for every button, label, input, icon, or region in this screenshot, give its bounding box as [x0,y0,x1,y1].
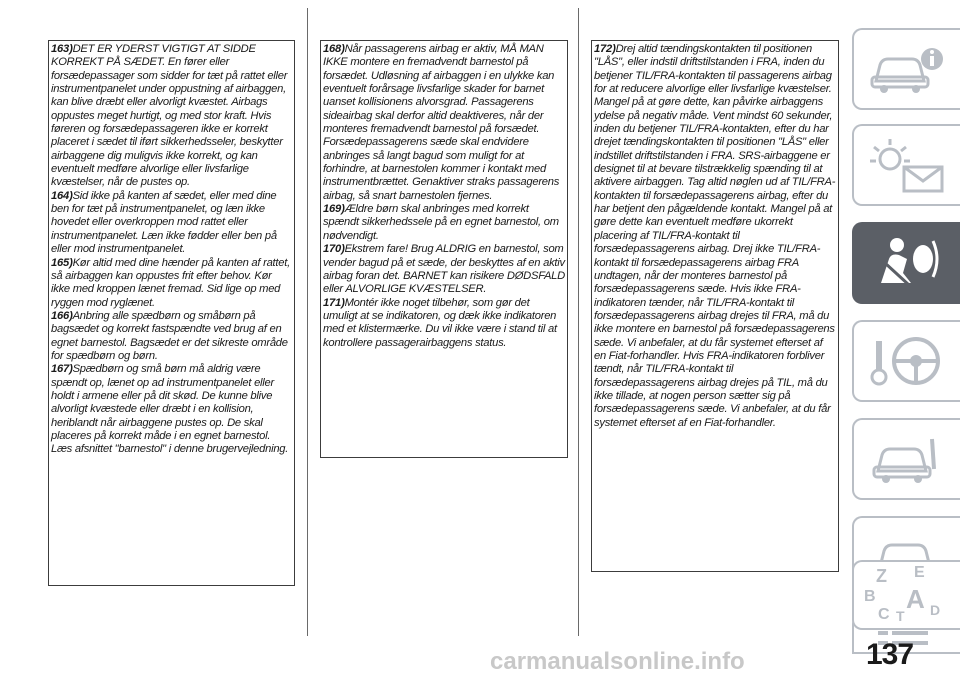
tab-safety[interactable] [852,222,960,304]
warning-notes-column-2 [320,40,568,458]
note-165: 165)Kør altid med dine hænder på kanten af rattet, så airbaggen kan oppustes frit efter behov. Kør ikke med kroppen lænet fremad. Sid lige op med ryggen mod ryglænet. [51,256,290,309]
note-168: 168)Når passagerens airbag er aktiv, MÅ MAN IKKE montere en fremadvendt barnestol på forsædet. Udløsning af airbaggen i en ulykke kan eventuelt forårsage livsfarlige skader for barnet uanset kollisionens alvorsgrad. Passagerens sideairbag skal derfor altid deaktiveres, når der monteres fremadvendt barnestol på forsædet. Forsædepassagerens sæde skal endvidere anbringes så langt bagud som muligt for at forhindre, at barnestolen kommer i kontakt med instrumentbrættet. Genaktiver straks passagerens airbag, så snart barnestolen fjernes. [323,43,560,202]
note-163: 163)DET ER YDERST VIGTIGT AT SIDDE KORREKT PÅ SÆDET. En fører eller forsædepassager som sidder for tæt på rattet eller instrumentpanelet under oppustning af airbaggen, kan blive dræbt eller alvorligt kvæstet. Airbags oppustes meget hurtigt, og med stor kraft. Hvis føreren og forsædepassageren ikke er korrekt placeret i sædet til iført sikkerhedsseler, beskytter airbaggene dig muligvis ikke korrekt, og kan eventuelt medføre alvorlige eller livsfarlige kvæstelser, når de pustes op. [51,43,288,189]
tab-starting-driving[interactable] [852,320,960,402]
tab-emergency[interactable] [852,418,960,500]
tab-alphabet-index[interactable] [852,560,960,630]
note-166: 166)Anbring alle spædbørn og småbørn på bagsædet og korrekt fastspændte ved brug af en egnet barnestol. Bagsædet er det sikreste område for spædbørn og børn. [51,309,288,362]
index-letter-z: Z [876,566,887,586]
tab-car-info[interactable] [852,28,960,110]
index-letter-e: E [914,564,925,581]
note-167: 167)Spædbørn og små børn må aldrig være spændt op, lænet op ad instrumentpanelet eller holdt i armene eller på dit skød. De kunne blive alvorligt kvæstede eller dræbt i en kollision, heriblandt når airbaggene pustes op. De skal placeres på korrekt måde i en egnet barnestol. Læs afsnittet "barnestol" i denne brugervejledning. [51,363,289,456]
airbag-passenger-icon [867,233,945,293]
column-divider [307,8,308,636]
alphabet-index-icon [854,562,960,628]
note-172: 172)Drej altid tændingskontakten til positionen "LÅS", eller indstil driftstilstanden i FRA, inden du betjener TIL/FRA-kontakten til passagerens airbag for at reducere alvorlige eller livsfarlige kvæstelser. Mangel på at gøre dette, kan påvirke airbaggens ydelse på negativ måde. Vent mindst 60 sekunder, inden du betjener TIL/FRA-kontakten, efter du har drejet tændingskontakten til positionen "LÅS" eller indstillet driftstilstanden i FRA. SRS-airbaggene er designet til at bevare tilstrækkelig spænding til at aktivere airbaggen. Tag altid nøglen ud af TIL/FRA-kontakten til forsædepassagerens airbag, efter du har betjent den pågældende kontakt. Mangel på at gøre dette kan eventuelt medføre ukorrekt placering af TIL/FRA-kontakt til forsædepassagerens airbag. Drej ikke TIL/FRA-kontakt til forsædepassagerens airbag FRA undtagen, når der monteres barnestol på forsædepassagerens sæde. Hvis ikke FRA-indikatoren tænder, når TIL/FRA-kontakt til forsædepassagerens airbag drejes til FRA, må du ikke montere en barnestol på forsædepassagerens sæde. Vi anbefaler, at du får systemet efterset af en Fiat-forhandler. Hvis FRA-indikatoren forbliver tændt, når TIL/FRA-kontakt til forsædepassagerens airbag drejes på TIL, må du ikke tillade, at nogen person sætter sig på forsædepassagerens sæde. Vi anbefaler, at du får systemet efterset af en Fiat-forhandler. [594,43,836,429]
watermark: carmanualsonline.info [490,648,745,675]
index-letter-t: T [896,608,905,624]
page-number: 137 [866,638,914,671]
index-letter-a: A [906,584,925,614]
warning-notes-column-1 [48,40,295,586]
column-divider [578,8,579,636]
car-info-icon [868,43,946,95]
note-169: 169)Ældre børn skal anbringes med korrekt spændt sikkerhedssele på en egnet barnestol, om nødvendigt. [323,203,559,242]
index-letter-b: B [864,588,876,605]
key-steering-wheel-icon [868,331,946,391]
car-breakdown-icon [868,429,946,489]
index-letter-d: D [930,602,941,618]
index-letter-c: C [878,606,890,623]
tab-warning-lights[interactable] [852,124,960,206]
warning-notes-column-3 [591,40,839,572]
note-164: 164)Sid ikke på kanten af sædet, eller med dine ben for tæt på instrumentpanelet, og læn ikke hovedet eller overkroppen mod rattet eller instrumentpanelet. Læn ikke fødder eller ben på eller mod instrumentpanelet. [51,189,277,256]
note-171: 171)Montér ikke noget tilbehør, som gør det umuligt at se indikatoren, og dæk ikke indikatoren med et klistermærke. Du vil ikke være i stand til at kontrollere passagerairbaggens status. [323,296,557,349]
warning-lights-icon [868,135,946,195]
note-170: 170)Ekstrem fare! Brug ALDRIG en barnestol, som vender bagud på et sæde, der beskyttes af en aktiv airbag foran det. BARNET kan risikere DØDSFALD eller ALVORLIGE KVÆSTELSER. [323,243,565,296]
